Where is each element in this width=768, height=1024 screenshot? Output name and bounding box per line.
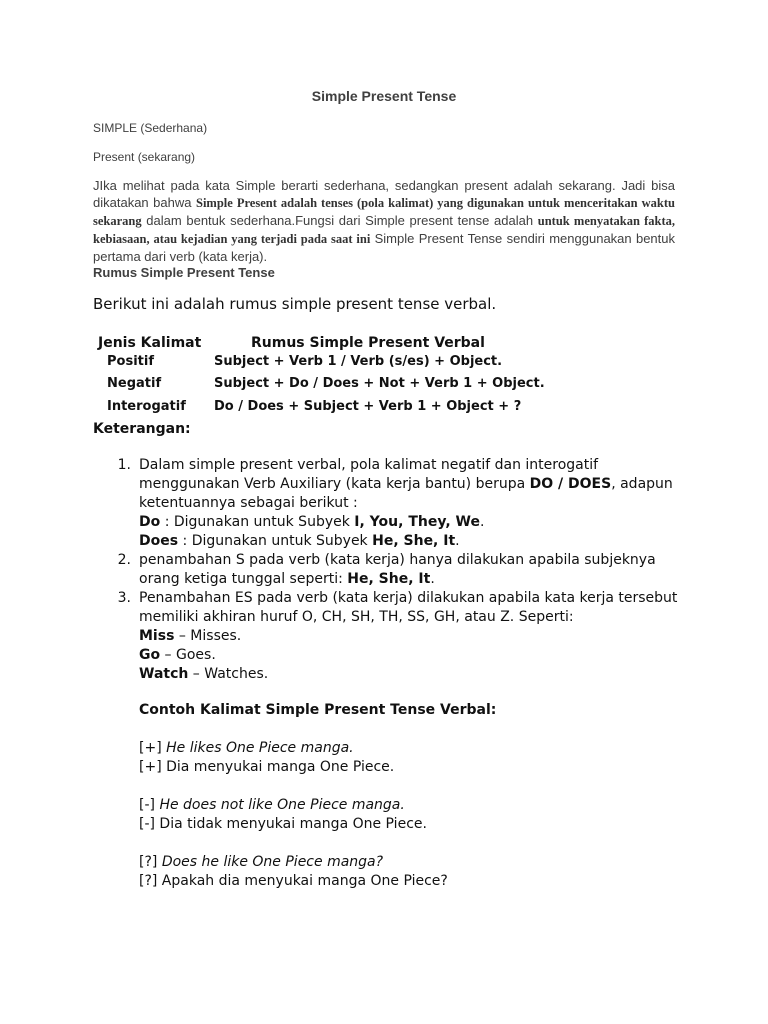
note-text: Penambahan ES pada verb (kata kerja) dilakukan apabila kata kerja tersebut memiliki akhiran huruf O, CH, SH, TH, SS, GH, atau Z. Seperti: xyxy=(139,590,678,625)
page-title: Simple Present Tense xyxy=(311,88,457,104)
example-result: – Misses. xyxy=(174,628,242,644)
table-header-rumus: Rumus Simple Present Verbal xyxy=(251,335,485,351)
do-label: Do xyxy=(139,514,161,530)
table-row-type: Positif xyxy=(107,354,154,369)
table-row-formula: Subject + Verb 1 / Verb (s/es) + Object. xyxy=(214,354,503,369)
intro-paragraph xyxy=(93,177,675,265)
list-item: 1. Dalam simple present verbal, pola kalimat negatif dan interogatif menggunakan Verb Auxiliary (kata kerja bantu) berupa DO / DOES, adapun ketentuannya sebagai berikut : Do : Digunakan untuk Subyek I, You, They, We. Does : Digunakan untuk Subyek He, She, It. xyxy=(93,456,683,551)
examples-section xyxy=(139,701,496,891)
note-text: : Digunakan untuk Subyek xyxy=(160,514,355,530)
example-result: – Watches. xyxy=(188,666,269,682)
note-bold: He, She, It xyxy=(347,571,431,587)
note-text: : Digunakan untuk Subyek xyxy=(178,533,373,549)
simple-label: SIMPLE (Sederhana) xyxy=(93,121,208,135)
example-result: – Goes. xyxy=(160,647,216,663)
does-subjects: He, She, It xyxy=(372,533,456,549)
intro-text-1: JIka melihat pada kata Simple berarti sederhana, sedangkan present adalah sekarang. Jadi bisa dikatakan bahwa xyxy=(93,178,675,210)
contoh-heading: Contoh Kalimat Simple Present Tense Verbal: xyxy=(139,702,497,718)
example-word-row xyxy=(139,665,683,684)
table-row-formula: Subject + Do / Does + Not + Verb 1 + Object. xyxy=(214,376,545,391)
example-sentence-en: [-] He does not like One Piece manga. xyxy=(139,797,405,813)
berikut-line: Berikut ini adalah rumus simple present tense verbal. xyxy=(93,295,497,313)
keterangan-label: Keterangan: xyxy=(93,421,191,437)
example-word: Miss xyxy=(139,628,175,644)
example-word-row xyxy=(139,627,683,646)
table-row-type: Interogatif xyxy=(107,399,186,414)
intro-bold-2: untuk menyatakan fakta, kebiasaan, atau kejadian yang terjadi pada saat ini xyxy=(93,214,675,246)
example-sentence-en: [+] He likes One Piece manga. xyxy=(139,740,354,756)
note-text: Dalam simple present verbal, pola kalimat negatif dan interogatif menggunakan Verb Auxiliary (kata kerja bantu) berupa xyxy=(139,457,599,492)
present-label: Present (sekarang) xyxy=(93,150,196,164)
example-sentence-id: [+] Dia menyukai manga One Piece. xyxy=(139,759,395,775)
list-item xyxy=(93,589,683,684)
example-sentence-id: [?] Apakah dia menyukai manga One Piece? xyxy=(139,873,448,889)
do-subjects: I, You, They, We xyxy=(354,514,480,530)
intro-text-2: dalam bentuk sederhana.Fungsi dari Simple present tense adalah xyxy=(141,213,538,228)
intro-text-3: Simple Present Tense sendiri menggunakan bentuk pertama dari verb (kata kerja). xyxy=(93,231,675,264)
list-number: 3. xyxy=(117,590,131,606)
does-label: Does xyxy=(139,533,179,549)
table-row-formula: Do / Does + Subject + Verb 1 + Object + ? xyxy=(214,399,522,414)
note-text: penambahan S pada verb (kata kerja) hanya dilakukan apabila subjeknya orang ketiga tunggal seperti: xyxy=(139,552,656,587)
table-header-jenis: Jenis Kalimat xyxy=(98,335,202,351)
example-sentence-id: [-] Dia tidak menyukai manga One Piece. xyxy=(139,816,427,832)
list-item: 2. penambahan S pada verb (kata kerja) hanya dilakukan apabila subjeknya orang ketiga tunggal seperti: He, She, It. xyxy=(93,551,683,589)
table-row-type: Negatif xyxy=(107,376,162,391)
intro-bold-1: Simple Present adalah tenses (pola kalimat) yang digunakan untuk menceritakan waktu sekarang xyxy=(93,196,676,228)
notes-list xyxy=(93,456,683,684)
list-number: 1. xyxy=(117,457,131,473)
list-number: 2. xyxy=(117,552,131,568)
example-sentence-en: [?] Does he like One Piece manga? xyxy=(139,854,384,870)
note-bold: DO / DOES xyxy=(529,476,612,492)
example-word: Go xyxy=(139,647,161,663)
example-word-row xyxy=(139,646,683,665)
example-word: Watch xyxy=(139,666,189,682)
note-text: , adapun ketentuannya sebagai berikut : xyxy=(139,476,673,511)
rumus-heading: Rumus Simple Present Tense xyxy=(93,265,275,280)
